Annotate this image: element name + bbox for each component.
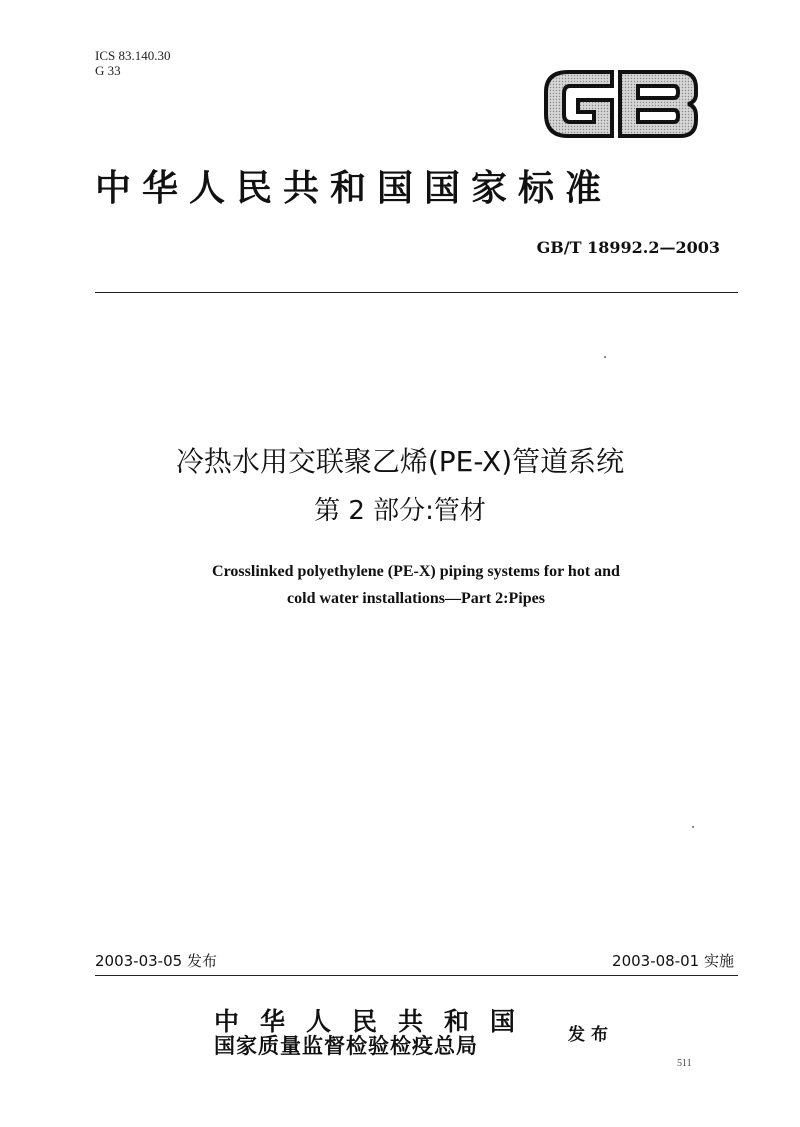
issue-date: 2003-03-05 发布	[95, 952, 217, 970]
document-title-en-line1: Crosslinked polyethylene (PE-X) piping systems for hot and	[212, 563, 620, 580]
gb-logo	[540, 62, 700, 144]
standard-title: 中华人民共和国国家标准	[95, 167, 613, 209]
publisher-line1: 中华人民共和国	[214, 1007, 537, 1036]
ics-code: ICS 83.140.30	[95, 48, 171, 63]
scan-speck	[604, 356, 606, 358]
publisher-verb: 发布	[568, 1025, 614, 1045]
document-subtitle-cn: 第 2 部分:管材	[314, 496, 486, 526]
header-codes	[95, 48, 170, 78]
document-title-en-line2: cold water installations—Part 2:Pipes	[287, 590, 545, 607]
implementation-date: 2003-08-01 实施	[612, 952, 734, 970]
standard-code: GB/T 18992.2—2003	[536, 238, 720, 257]
document-title-cn: 冷热水用交联聚乙烯(PE-X)管道系统	[175, 445, 625, 478]
classification-code: G 33	[95, 63, 121, 78]
bottom-divider	[95, 975, 738, 976]
scan-speck	[692, 826, 694, 828]
page-number: 511	[677, 1058, 692, 1069]
publisher-line2: 国家质量监督检验检疫总局	[214, 1033, 478, 1058]
top-divider	[95, 292, 738, 293]
